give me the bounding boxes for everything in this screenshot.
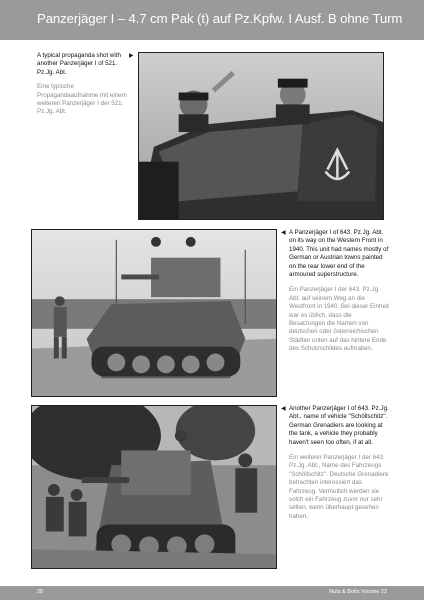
photo-3 (31, 405, 277, 569)
caption-3-german: Ein weiterer Panzerjäger I der 643. Pz.Jg. Abt., Name des Fahrzeugs "Schöllschitz". Deutsche Grenadiere betrachten interessiert das Fahrzeug. Vermutlich werden sie solch ein Fahrzeug zuvor nur sehr selten, wenn überhaupt gesehen haben. (289, 454, 389, 520)
caption-3-english: Another Panzerjäger I of 643. Pz.Jg. Abt., name of vehicle "Schöllschitz". German Grenadiers are looking at the tank, a vehicle they probably haven't seen too often, if at all. (289, 405, 389, 446)
page-footer (0, 586, 424, 600)
caption-2-pointer-icon: ◀ (281, 230, 286, 236)
photo-1 (138, 52, 384, 220)
photo-2-image (32, 230, 276, 396)
photo-1-image (139, 53, 383, 219)
caption-1 (37, 52, 135, 117)
caption-1-english: A typical propaganda shot with another Panzerjäger I of 521. Pz.Jg. Abt. (37, 52, 121, 76)
caption-2-english: A Panzerjäger I of 643. Pz.Jg. Abt. on its way on the Western Front in 1940. This unit had names mostly of German or Austrian towns painted on the rear lower end of the armoured superstructure. (289, 229, 389, 279)
caption-3-pointer-icon: ◀ (281, 406, 286, 412)
caption-3 (289, 405, 389, 521)
series-title: Nuts & Bolts Volume 22 (329, 589, 387, 595)
caption-2-german: Ein Panzerjäger I der 643. Pz.Jg. Abt. auf seinem Weg an die Westfront in 1940. Bei dieser Einheit war es üblich, dass die Besatzungen die Namen von deutschen oder österreichischen Städten unten auf das hintere Ende des Schutzschildes aufmalten. (289, 286, 389, 353)
page-header (0, 0, 424, 40)
photo-3-image (32, 406, 276, 568)
caption-1-pointer-icon: ▶ (129, 53, 134, 59)
page-number: 28 (37, 589, 44, 595)
caption-1-german: Eine typische Propagandaaufnahme mit einem weiteren Panzerjäger I der 521. Pz.Jg. Abt. (37, 83, 127, 116)
caption-2 (289, 229, 389, 354)
page-title: Panzerjäger I – 4.7 cm Pak (t) auf Pz.Kpfw. I Ausf. B ohne Turm (37, 11, 403, 26)
photo-2 (31, 229, 277, 397)
